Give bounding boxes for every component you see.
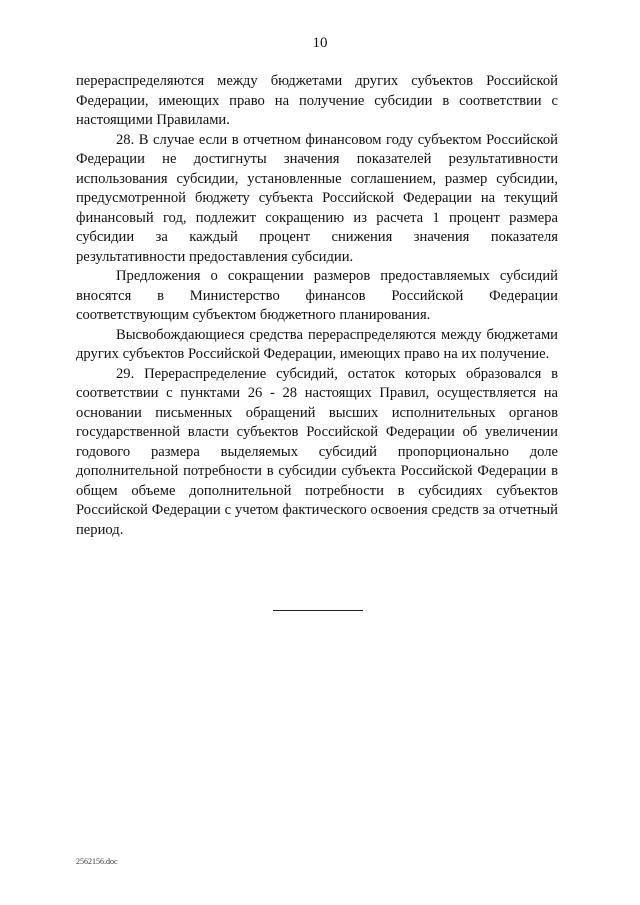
document-body — [76, 72, 558, 540]
paragraph-released-funds: Высвобождающиеся средства перераспределяются между бюджетами других субъектов Российской Федерации, имеющих право на их получение. — [76, 326, 558, 362]
paragraph-clause-28: 28. В случае если в отчетном финансовом году субъектом Российской Федерации не достигнуты значения показателей результативности использования субсидии, установленные соглашением, размер субсидии, предусмотренной бюджету субъекта Российской Федерации на текущий финансовый год, подлежит сокращению из расчета 1 процент размера субсидии за каждый процент снижения значения показателя результативности предоставления субсидии. — [76, 131, 558, 265]
paragraph-clause-29: 29. Перераспределение субсидий, остаток которых образовался в соответствии с пунктами 26 - 28 настоящих Правил, осуществляется на основании письменных обращений высших исполнительных органов государственной власти субъектов Российской Федерации об увеличении годового размера выделяемых субсидий пропорционально доле дополнительной потребности в субсидии субъекта Российской Федерации в общем объеме дополнительной потребности в субсидиях субъектов Российской Федерации с учетом фактического освоения средств за отчетный период. — [76, 365, 558, 538]
closing-divider-line — [273, 610, 363, 611]
paragraph-continuation: перераспределяются между бюджетами других субъектов Российской Федерации, имеющих право на получение субсидии в соответствии с настоящими Правилами. — [76, 73, 558, 128]
page-number: 10 — [312, 35, 328, 51]
footer-file-name: 2562156.doc — [76, 857, 118, 866]
paragraph-reduction-proposals: Предложения о сокращении размеров предоставляемых субсидий вносятся в Министерство финансов Российской Федерации соответствующим субъектом бюджетного планирования. — [76, 268, 558, 323]
